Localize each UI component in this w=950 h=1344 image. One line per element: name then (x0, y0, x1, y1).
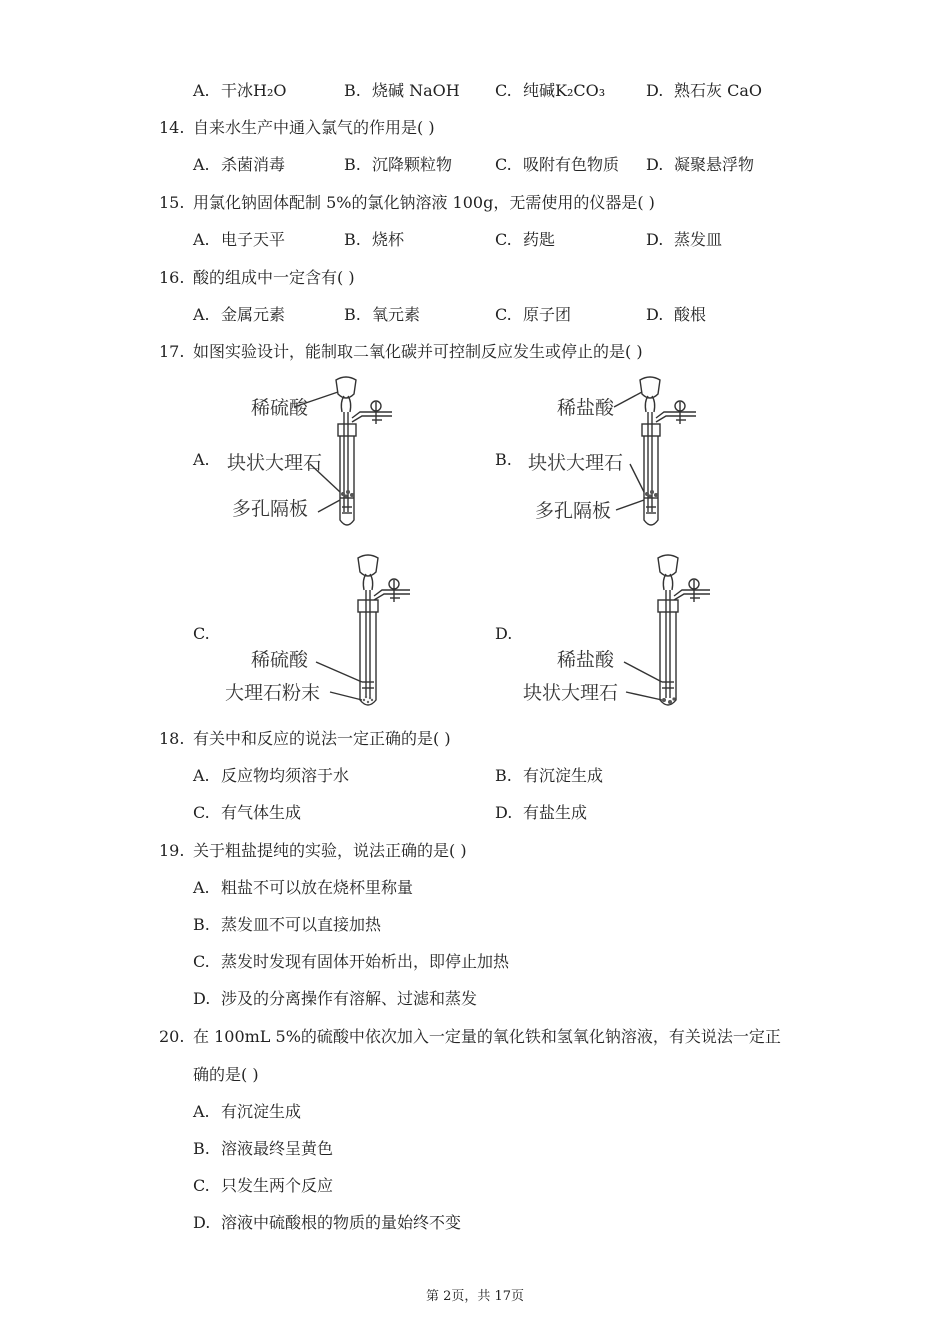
q16-stem (159, 268, 355, 288)
option-text: 吸附有色物质 (523, 155, 620, 174)
q16-option-d: D. 酸根 (646, 305, 707, 324)
q20-option-c: C. 只发生两个反应 (193, 1176, 334, 1195)
option-text: 只发生两个反应 (221, 1176, 334, 1195)
option-text: 蒸发时发现有固体开始析出，即停止加热 (221, 952, 510, 971)
q17-stem (159, 342, 643, 362)
option-text: 凝聚悬浮物 (674, 155, 755, 174)
q18-option-d: D. 有盐生成 (495, 803, 588, 822)
q14-option-b: B. 沉降颗粒物 (344, 155, 453, 174)
q20-option-d: D. 溶液中硫酸根的物质的量始终不变 (193, 1213, 462, 1232)
q18-option-b: B. 有沉淀生成 (495, 766, 604, 785)
option-text: 电子天平 (221, 230, 286, 249)
q14-option-d: D. 凝聚悬浮物 (646, 155, 755, 174)
option-text: 烧碱 NaOH (372, 81, 460, 100)
label-porous-plate: 多孔隔板 (232, 498, 309, 520)
option-text: 蒸发皿 (674, 230, 723, 249)
option-text: 涉及的分离操作有溶解、过滤和蒸发 (221, 989, 478, 1008)
option-text: 溶液中硫酸根的物质的量始终不变 (221, 1213, 462, 1232)
q20-stem-line1 (159, 1027, 781, 1047)
q15-option-b: B. 烧杯 (344, 230, 405, 249)
q15-option-a: A. 电子天平 (193, 230, 286, 249)
option-text: 沉降颗粒物 (372, 155, 453, 174)
question-text: 如图实验设计，能制取二氧化碳并可控制反应发生或停止的是( ) (193, 342, 643, 361)
option-text: 溶液最终呈黄色 (221, 1139, 334, 1158)
q13-option-d: D. 熟石灰 CaO (646, 81, 762, 100)
question-number: 15. (159, 193, 185, 212)
q16-option-c: C. 原子团 (495, 305, 572, 324)
option-text: 有沉淀生成 (221, 1102, 302, 1121)
option-text: 酸根 (674, 305, 707, 324)
q17-figure-b-letter: B. (495, 450, 512, 469)
option-text: 干冰H₂O (221, 81, 287, 100)
q14-option-c: C. 吸附有色物质 (495, 155, 620, 174)
question-number: 19. (159, 841, 185, 860)
option-text: 烧杯 (372, 230, 405, 249)
option-text: 氧元素 (372, 305, 421, 324)
label-marble-powder: 大理石粉末 (225, 682, 321, 704)
option-text: 有盐生成 (523, 803, 588, 822)
label-lump-marble: 块状大理石 (528, 452, 624, 474)
figure-d-apparatus (622, 552, 722, 712)
q13-option-c: C. 纯碱K₂CO₃ (495, 81, 606, 100)
option-text: 熟石灰 CaO (674, 81, 762, 100)
option-text: 金属元素 (221, 305, 286, 324)
option-text: 药匙 (523, 230, 556, 249)
q19-option-d: D. 涉及的分离操作有溶解、过滤和蒸发 (193, 989, 478, 1008)
label-lump-marble: 块状大理石 (227, 452, 323, 474)
figure-a-apparatus (300, 372, 420, 532)
question-number: 20. (159, 1027, 185, 1046)
q13-option-b: B. 烧碱 NaOH (344, 81, 460, 100)
option-text: 有气体生成 (221, 803, 302, 822)
question-text: 关于粗盐提纯的实验，说法正确的是( ) (193, 841, 467, 860)
option-text: 蒸发皿不可以直接加热 (221, 915, 382, 934)
option-text: 杀菌消毒 (221, 155, 286, 174)
option-text: 纯碱K₂CO₃ (523, 81, 606, 100)
question-number: 16. (159, 268, 185, 287)
label-dilute-sulfuric-acid: 稀硫酸 (251, 649, 309, 671)
label-dilute-sulfuric-acid: 稀硫酸 (251, 397, 309, 419)
q19-option-a: A. 粗盐不可以放在烧杯里称量 (193, 878, 414, 897)
q18-option-a: A. 反应物均须溶于水 (193, 766, 350, 785)
option-text: 有沉淀生成 (523, 766, 604, 785)
q20-option-b: B. 溶液最终呈黄色 (193, 1139, 334, 1158)
q18-stem (159, 729, 451, 749)
q19-option-c: C. 蒸发时发现有固体开始析出，即停止加热 (193, 952, 510, 971)
question-text: 自来水生产中通入氯气的作用是( ) (193, 118, 435, 137)
q14-option-a: A. 杀菌消毒 (193, 155, 286, 174)
q15-option-d: D. 蒸发皿 (646, 230, 723, 249)
q16-option-b: B. 氧元素 (344, 305, 421, 324)
q20-option-a: A. 有沉淀生成 (193, 1102, 302, 1121)
question-text: 有关中和反应的说法一定正确的是( ) (193, 729, 451, 748)
label-dilute-hydrochloric-acid: 稀盐酸 (557, 397, 615, 419)
figure-b-apparatus (604, 372, 724, 532)
q20-stem-line2: 确的是( ) (193, 1065, 259, 1084)
q17-figure-d-letter: D. (495, 624, 513, 643)
label-lump-marble: 块状大理石 (523, 682, 619, 704)
question-number: 14. (159, 118, 185, 137)
page-footer: 第 2页，共 17页 (425, 1289, 525, 1304)
q19-option-b: B. 蒸发皿不可以直接加热 (193, 915, 382, 934)
q19-stem (159, 841, 467, 861)
label-porous-plate: 多孔隔板 (535, 500, 612, 522)
q15-option-c: C. 药匙 (495, 230, 556, 249)
label-dilute-hydrochloric-acid: 稀盐酸 (557, 649, 615, 671)
q14-stem (159, 118, 435, 138)
q16-option-a: A. 金属元素 (193, 305, 286, 324)
q17-figure-c-letter: C. (193, 624, 210, 643)
q13-option-a: A. 干冰H₂O (193, 81, 287, 100)
question-number: 17. (159, 342, 185, 361)
option-text: 反应物均须溶于水 (221, 766, 350, 785)
question-text: 用氯化钠固体配制 5%的氯化钠溶液 100g，无需使用的仪器是( ) (193, 193, 655, 212)
q18-option-c: C. 有气体生成 (193, 803, 302, 822)
option-text: 原子团 (523, 305, 572, 324)
option-text: 粗盐不可以放在烧杯里称量 (221, 878, 414, 897)
figure-c-apparatus (322, 552, 422, 712)
question-number: 18. (159, 729, 185, 748)
q17-figure-a-letter: A. (193, 450, 210, 469)
q15-stem (159, 193, 655, 213)
question-text: 在 100mL 5%的硫酸中依次加入一定量的氧化铁和氢氧化钠溶液，有关说法一定正 (193, 1027, 781, 1046)
question-text: 酸的组成中一定含有( ) (193, 268, 355, 287)
